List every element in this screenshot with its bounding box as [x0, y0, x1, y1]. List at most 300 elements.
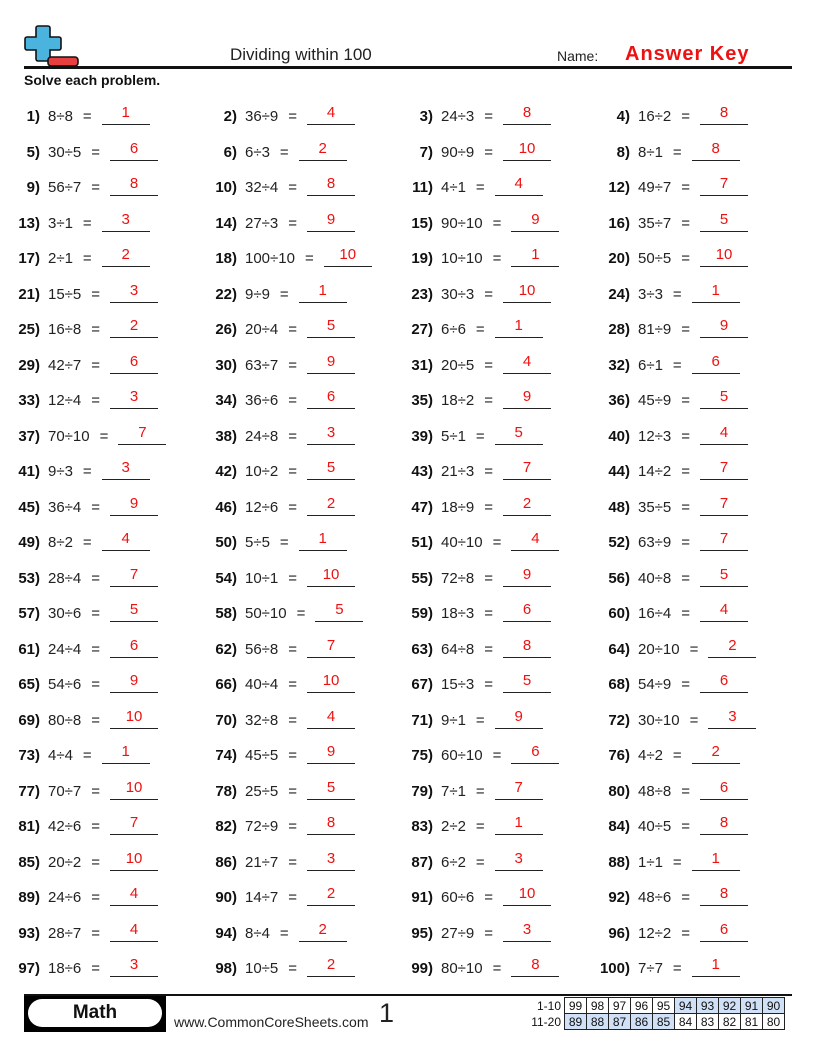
answer-blank[interactable]: 9	[110, 670, 158, 693]
score-cell: 94	[675, 998, 697, 1014]
answer-blank[interactable]: 6	[110, 351, 158, 374]
problem-expression: 36÷6	[245, 392, 279, 409]
problem-number: 79)	[411, 782, 433, 800]
problem-expression: 42÷6	[48, 818, 82, 835]
answer-blank[interactable]: 8	[110, 173, 158, 196]
problem-number: 32)	[608, 356, 630, 374]
equals-sign: =	[91, 711, 101, 729]
problem-item	[0, 415, 166, 445]
problem-expression: 30÷6	[48, 605, 82, 622]
equals-sign: =	[288, 676, 298, 693]
problem-item	[590, 415, 748, 445]
answer-blank[interactable]: 2	[307, 954, 355, 977]
equals-sign: =	[689, 711, 699, 729]
score-cell: 84	[675, 1014, 697, 1030]
problem-expression: 48÷8	[638, 782, 672, 800]
problem-number: 25)	[18, 321, 40, 338]
answer-blank[interactable]: 1	[692, 954, 740, 977]
problem-item	[393, 166, 543, 196]
answer-blank[interactable]: 4	[307, 706, 355, 729]
problem-number: 91)	[411, 889, 433, 906]
score-cell: 90	[763, 998, 785, 1014]
problem-item	[590, 344, 740, 374]
answer-blank[interactable]: 9	[495, 706, 543, 729]
problem-item	[393, 947, 559, 977]
equals-sign: =	[672, 356, 682, 374]
problem-expression: 70÷10	[48, 427, 90, 445]
equals-sign: =	[492, 250, 502, 267]
problem-number: 18)	[215, 250, 237, 267]
problem-number: 45)	[18, 498, 40, 516]
answer-blank[interactable]: 3	[503, 919, 551, 942]
problem-number: 95)	[411, 924, 433, 942]
answer-blank[interactable]: 1	[299, 280, 347, 303]
problem-number: 78)	[215, 782, 237, 800]
problem-expression: 27÷3	[245, 214, 279, 232]
problem-item	[590, 947, 740, 977]
answer-blank[interactable]: 2	[102, 244, 150, 267]
problem-expression: 9÷3	[48, 463, 73, 480]
equals-sign: =	[82, 214, 92, 232]
problem-item	[197, 663, 355, 693]
answer-blank[interactable]: 5	[503, 670, 551, 693]
problem-number: 46)	[215, 498, 237, 516]
problem-number: 68)	[608, 676, 630, 693]
equals-sign: =	[484, 569, 494, 587]
problem-item	[590, 486, 748, 516]
problem-expression: 45÷9	[638, 392, 672, 409]
answer-blank[interactable]: 8	[700, 102, 748, 125]
answer-blank[interactable]: 2	[307, 493, 355, 516]
problem-item	[0, 379, 158, 409]
problem-number: 73)	[18, 747, 40, 764]
answer-blank[interactable]: 3	[110, 280, 158, 303]
problem-item	[590, 912, 748, 942]
problem-item	[393, 95, 551, 125]
answer-blank[interactable]: 10	[110, 777, 158, 800]
answer-blank[interactable]: 9	[307, 209, 355, 232]
answer-blank[interactable]: 4	[511, 528, 559, 551]
problem-number: 40)	[608, 427, 630, 445]
answer-blank[interactable]: 1	[102, 741, 150, 764]
answer-blank[interactable]: 4	[110, 919, 158, 942]
problem-expression: 9÷1	[441, 711, 466, 729]
equals-sign: =	[288, 960, 298, 977]
problem-number: 60)	[608, 605, 630, 622]
problem-number: 50)	[215, 534, 237, 551]
problem-item	[197, 699, 355, 729]
answer-blank[interactable]: 8	[511, 954, 559, 977]
problem-item	[197, 592, 363, 622]
equals-sign: =	[288, 640, 298, 658]
problem-item	[393, 841, 543, 871]
problem-expression: 50÷5	[638, 250, 672, 267]
answer-blank[interactable]: 4	[110, 883, 158, 906]
answer-blank[interactable]: 6	[511, 741, 559, 764]
answer-blank[interactable]: 4	[700, 422, 748, 445]
answer-blank[interactable]: 6	[110, 138, 158, 161]
problem-number: 61)	[18, 640, 40, 658]
problem-number: 15)	[411, 214, 433, 232]
answer-blank[interactable]: 4	[495, 173, 543, 196]
problem-item	[0, 805, 158, 835]
equals-sign: =	[288, 818, 298, 835]
answer-blank[interactable]: 8	[307, 812, 355, 835]
problem-item	[0, 450, 150, 480]
problem-item	[590, 557, 748, 587]
answer-blank[interactable]: 3	[102, 457, 150, 480]
score-cell: 92	[719, 998, 741, 1014]
problem-item	[590, 95, 748, 125]
problem-item	[197, 450, 355, 480]
problem-expression: 21÷3	[441, 463, 475, 480]
problem-expression: 63÷7	[245, 356, 279, 374]
problem-item	[393, 805, 543, 835]
worksheet-title: Dividing within 100	[230, 45, 372, 64]
problem-item	[393, 415, 543, 445]
equals-sign: =	[288, 214, 298, 232]
page-number: 1	[379, 998, 395, 1028]
equals-sign: =	[492, 960, 502, 977]
answer-blank[interactable]: 2	[503, 493, 551, 516]
problem-item	[0, 557, 158, 587]
problem-item	[197, 876, 355, 906]
problem-item	[197, 805, 355, 835]
equals-sign: =	[288, 747, 298, 764]
score-row	[523, 1014, 785, 1030]
answer-blank[interactable]: 10	[700, 244, 748, 267]
problem-expression: 24÷6	[48, 889, 82, 906]
problem-number: 23)	[411, 285, 433, 303]
answer-blank[interactable]: 2	[110, 315, 158, 338]
answer-blank[interactable]: 6	[700, 777, 748, 800]
problem-expression: 45÷5	[245, 747, 279, 764]
equals-sign: =	[672, 960, 682, 977]
problem-expression: 54÷6	[48, 676, 82, 693]
equals-sign: =	[681, 392, 691, 409]
equals-sign: =	[672, 853, 682, 871]
answer-blank[interactable]: 8	[307, 173, 355, 196]
problem-number: 4)	[616, 108, 630, 125]
answer-blank[interactable]: 5	[315, 599, 363, 622]
answer-blank[interactable]: 3	[495, 848, 543, 871]
answer-blank[interactable]: 9	[511, 209, 559, 232]
answer-blank[interactable]: 9	[307, 741, 355, 764]
answer-blank[interactable]: 1	[692, 280, 740, 303]
answer-blank[interactable]: 8	[700, 883, 748, 906]
problem-expression: 56÷8	[245, 640, 279, 658]
problem-item	[393, 876, 551, 906]
answer-blank[interactable]: 7	[700, 173, 748, 196]
problem-number: 94)	[215, 924, 237, 942]
answer-blank[interactable]: 7	[307, 635, 355, 658]
problem-item	[0, 521, 150, 551]
equals-sign: =	[288, 889, 298, 906]
answer-blank[interactable]: 6	[110, 635, 158, 658]
equals-sign: =	[475, 853, 485, 871]
equals-sign: =	[475, 427, 485, 445]
answer-blank[interactable]: 4	[307, 102, 355, 125]
answer-blank[interactable]: 5	[307, 315, 355, 338]
problem-number: 54)	[215, 569, 237, 587]
equals-sign: =	[279, 143, 289, 161]
problem-expression: 8÷4	[245, 924, 270, 942]
equals-sign: =	[91, 818, 101, 835]
answer-blank[interactable]: 7	[700, 457, 748, 480]
equals-sign: =	[82, 250, 92, 267]
problem-number: 26)	[215, 321, 237, 338]
answer-blank[interactable]: 8	[700, 812, 748, 835]
subject-label: Math	[28, 999, 162, 1027]
problem-item	[197, 415, 355, 445]
answer-blank[interactable]: 9	[110, 493, 158, 516]
answer-blank[interactable]: 7	[110, 564, 158, 587]
equals-sign: =	[672, 747, 682, 764]
answer-blank[interactable]: 1	[495, 812, 543, 835]
problem-expression: 15÷5	[48, 285, 82, 303]
answer-blank[interactable]: 10	[110, 848, 158, 871]
problem-expression: 5÷1	[441, 427, 466, 445]
problem-item	[197, 166, 355, 196]
answer-blank[interactable]: 1	[102, 102, 150, 125]
answer-blank[interactable]: 5	[307, 777, 355, 800]
problem-expression: 50÷10	[245, 605, 287, 622]
answer-blank[interactable]: 10	[307, 670, 355, 693]
answer-blank[interactable]: 7	[503, 457, 551, 480]
equals-sign: =	[475, 179, 485, 196]
answer-blank[interactable]: 2	[708, 635, 756, 658]
problem-number: 16)	[608, 214, 630, 232]
problem-number: 99)	[411, 960, 433, 977]
problem-item	[590, 628, 756, 658]
answer-blank[interactable]: 8	[503, 635, 551, 658]
problem-item	[197, 273, 347, 303]
answer-blank[interactable]: 5	[700, 564, 748, 587]
problem-expression: 21÷7	[245, 853, 279, 871]
answer-blank[interactable]: 9	[503, 564, 551, 587]
problem-expression: 40÷8	[638, 569, 672, 587]
answer-blank[interactable]: 6	[503, 599, 551, 622]
equals-sign: =	[475, 818, 485, 835]
answer-blank[interactable]: 3	[307, 848, 355, 871]
score-row	[523, 998, 785, 1014]
answer-blank[interactable]: 10	[307, 564, 355, 587]
answer-blank[interactable]: 9	[700, 315, 748, 338]
equals-sign: =	[288, 321, 298, 338]
problem-expression: 27÷9	[441, 924, 475, 942]
answer-blank[interactable]: 5	[700, 386, 748, 409]
answer-blank[interactable]: 9	[307, 351, 355, 374]
equals-sign: =	[288, 108, 298, 125]
problem-expression: 15÷3	[441, 676, 475, 693]
equals-sign: =	[681, 321, 691, 338]
answer-blank[interactable]: 7	[118, 422, 166, 445]
answer-blank[interactable]: 9	[503, 386, 551, 409]
problem-item	[0, 95, 150, 125]
problem-item	[393, 912, 551, 942]
answer-blank[interactable]: 3	[110, 954, 158, 977]
problem-item	[393, 557, 551, 587]
answer-blank[interactable]: 7	[700, 493, 748, 516]
equals-sign: =	[492, 534, 502, 551]
problem-expression: 28÷7	[48, 924, 82, 942]
problem-item	[590, 521, 748, 551]
problem-expression: 30÷10	[638, 711, 680, 729]
problem-number: 85)	[18, 853, 40, 871]
score-cell: 91	[741, 998, 763, 1014]
equals-sign: =	[91, 676, 101, 693]
problem-number: 33)	[18, 392, 40, 409]
problem-item	[197, 344, 355, 374]
problem-item	[0, 131, 158, 161]
problem-expression: 64÷8	[441, 640, 475, 658]
equals-sign: =	[484, 640, 494, 658]
score-cell: 87	[609, 1014, 631, 1030]
score-cell: 93	[697, 998, 719, 1014]
answer-blank[interactable]: 6	[692, 351, 740, 374]
problem-expression: 70÷7	[48, 782, 82, 800]
answer-blank[interactable]: 5	[307, 457, 355, 480]
answer-blank[interactable]: 3	[307, 422, 355, 445]
problem-expression: 90÷10	[441, 214, 483, 232]
header-divider	[24, 66, 792, 69]
problem-number: 36)	[608, 392, 630, 409]
answer-blank[interactable]: 1	[495, 315, 543, 338]
problem-item	[197, 379, 355, 409]
problem-expression: 1÷1	[638, 853, 663, 871]
problem-number: 30)	[215, 356, 237, 374]
answer-blank[interactable]: 5	[700, 209, 748, 232]
equals-sign: =	[484, 889, 494, 906]
equals-sign: =	[288, 356, 298, 374]
answer-blank[interactable]: 1	[511, 244, 559, 267]
equals-sign: =	[288, 392, 298, 409]
answer-blank[interactable]: 6	[700, 919, 748, 942]
problem-expression: 18÷3	[441, 605, 475, 622]
problem-item	[197, 521, 347, 551]
instructions: Solve each problem.	[24, 72, 161, 88]
answer-blank[interactable]: 7	[495, 777, 543, 800]
problem-item	[197, 841, 355, 871]
answer-blank[interactable]: 10	[503, 138, 551, 161]
score-cell: 86	[631, 1014, 653, 1030]
answer-blank[interactable]: 2	[307, 883, 355, 906]
score-table	[523, 997, 785, 1030]
problem-number: 86)	[215, 853, 237, 871]
equals-sign: =	[484, 498, 494, 516]
answer-blank[interactable]: 3	[708, 706, 756, 729]
problem-expression: 32÷4	[245, 179, 279, 196]
problem-item	[393, 344, 551, 374]
problem-number: 77)	[18, 782, 40, 800]
answer-blank[interactable]: 8	[692, 138, 740, 161]
answer-blank[interactable]: 2	[299, 919, 347, 942]
problem-number: 3)	[419, 108, 433, 125]
answer-blank[interactable]: 7	[110, 812, 158, 835]
problem-number: 70)	[215, 711, 237, 729]
answer-blank[interactable]: 5	[110, 599, 158, 622]
score-cell: 85	[653, 1014, 675, 1030]
problem-item	[393, 734, 559, 764]
equals-sign: =	[82, 534, 92, 551]
answer-blank[interactable]: 10	[503, 280, 551, 303]
problem-item	[197, 947, 355, 977]
problem-number: 69)	[18, 711, 40, 729]
problem-item	[590, 805, 748, 835]
answer-blank[interactable]: 10	[110, 706, 158, 729]
problem-expression: 3÷3	[638, 285, 663, 303]
answer-blank[interactable]: 2	[299, 138, 347, 161]
answer-blank[interactable]: 4	[503, 351, 551, 374]
problem-number: 62)	[215, 640, 237, 658]
score-row-label: 1-10	[536, 998, 561, 1013]
problem-item	[393, 770, 543, 800]
answer-blank[interactable]: 3	[102, 209, 150, 232]
problem-expression: 4÷2	[638, 747, 663, 764]
problem-number: 63)	[411, 640, 433, 658]
problem-item	[0, 876, 158, 906]
answer-blank[interactable]: 2	[692, 741, 740, 764]
problem-number: 74)	[215, 747, 237, 764]
problem-item	[590, 202, 748, 232]
answer-blank[interactable]: 4	[700, 599, 748, 622]
problem-expression: 20÷2	[48, 853, 82, 871]
problem-number: 81)	[18, 818, 40, 835]
equals-sign: =	[484, 605, 494, 622]
equals-sign: =	[288, 569, 298, 587]
problem-expression: 4÷1	[441, 179, 466, 196]
answer-blank[interactable]: 10	[324, 244, 372, 267]
problem-number: 83)	[411, 818, 433, 835]
answer-blank[interactable]: 7	[700, 528, 748, 551]
equals-sign: =	[288, 463, 298, 480]
problem-item	[0, 947, 158, 977]
subject-badge	[24, 996, 166, 1032]
problem-expression: 36÷9	[245, 108, 279, 125]
problem-item	[197, 486, 355, 516]
problem-item	[0, 912, 158, 942]
problem-item	[393, 379, 551, 409]
answer-blank[interactable]: 6	[700, 670, 748, 693]
problem-expression: 24÷8	[245, 427, 279, 445]
problem-item	[0, 841, 158, 871]
answer-blank[interactable]: 8	[503, 102, 551, 125]
problem-expression: 40÷5	[638, 818, 672, 835]
answer-blank[interactable]: 4	[102, 528, 150, 551]
problem-expression: 54÷9	[638, 676, 672, 693]
answer-blank[interactable]: 6	[307, 386, 355, 409]
problem-item	[393, 628, 551, 658]
problem-item	[0, 166, 158, 196]
answer-blank[interactable]: 5	[495, 422, 543, 445]
problem-item	[590, 876, 748, 906]
score-cell: 81	[741, 1014, 763, 1030]
answer-blank[interactable]: 1	[692, 848, 740, 871]
equals-sign: =	[681, 676, 691, 693]
problem-expression: 35÷5	[638, 498, 672, 516]
problem-item	[393, 308, 543, 338]
problem-number: 12)	[608, 179, 630, 196]
answer-blank[interactable]: 10	[503, 883, 551, 906]
equals-sign: =	[82, 463, 92, 480]
equals-sign: =	[475, 782, 485, 800]
problem-item	[0, 344, 158, 374]
answer-blank[interactable]: 1	[299, 528, 347, 551]
problem-item	[590, 237, 748, 267]
problem-item	[393, 202, 559, 232]
problem-number: 35)	[411, 392, 433, 409]
answer-blank[interactable]: 3	[110, 386, 158, 409]
